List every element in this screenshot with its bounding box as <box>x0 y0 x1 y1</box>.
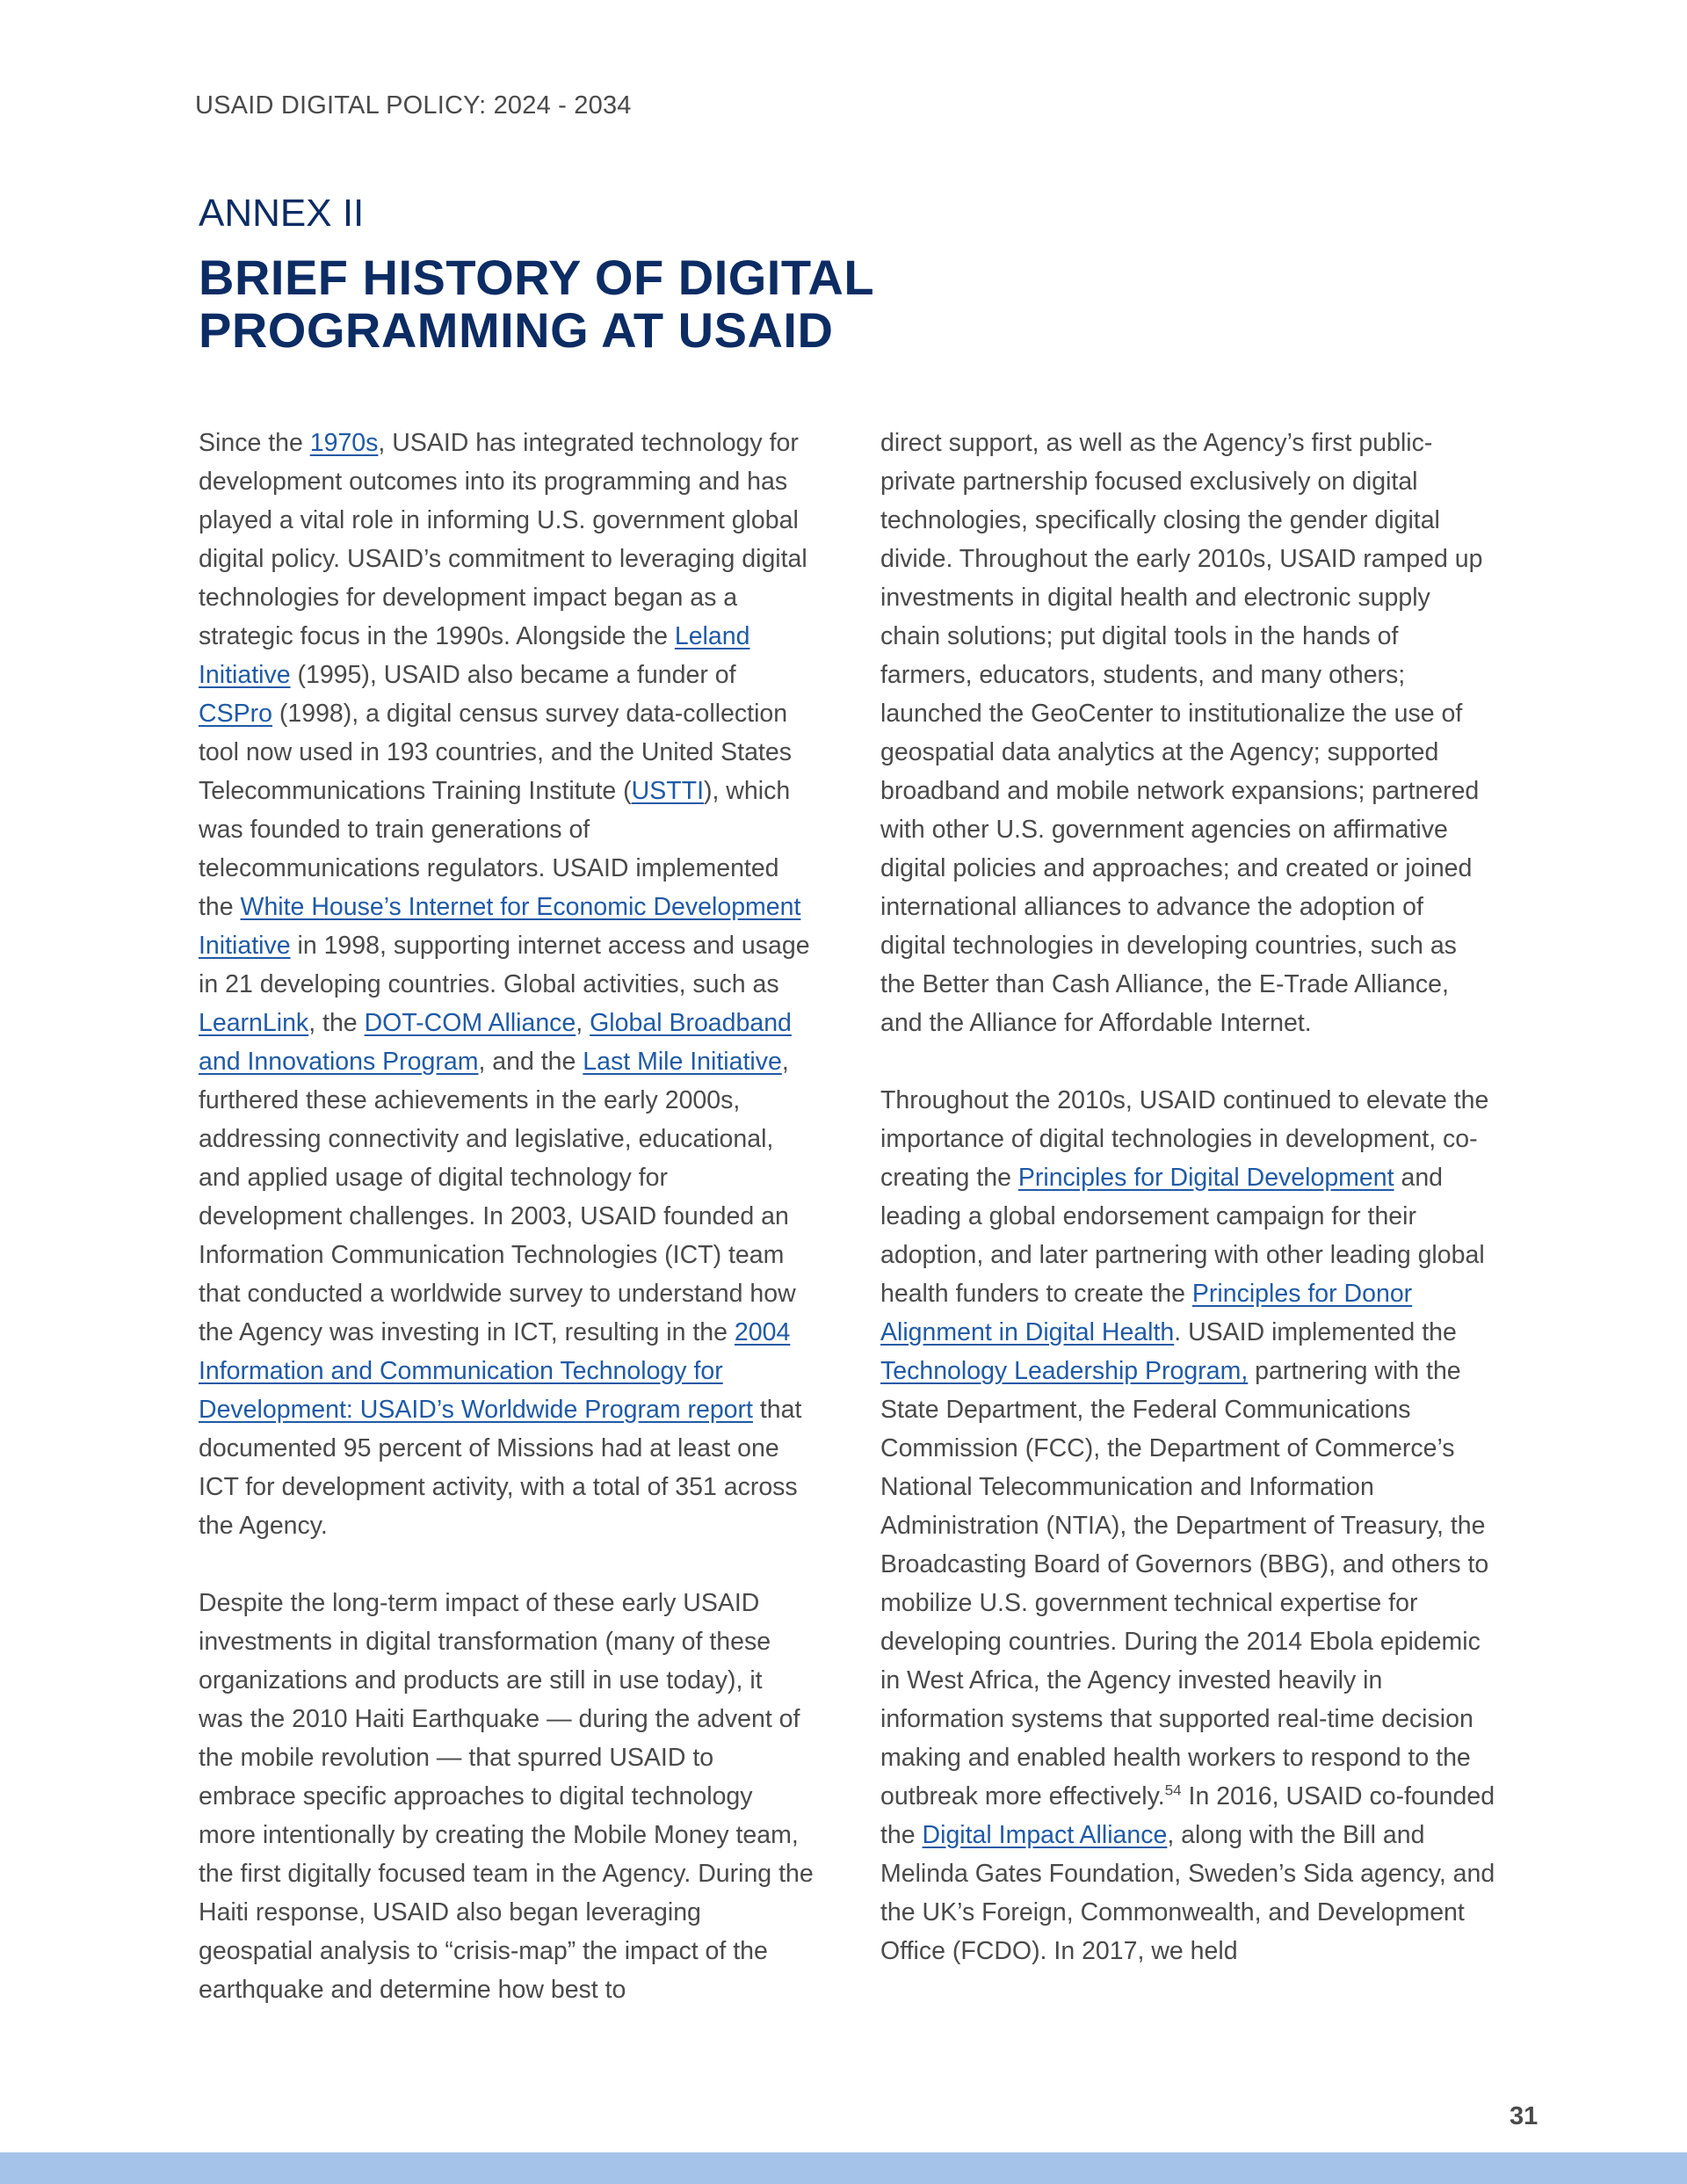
link-learnlink[interactable]: LearnLink <box>199 1009 309 1037</box>
annex-label: ANNEX II <box>199 192 365 235</box>
text-span: Since the <box>199 429 310 457</box>
link-last-mile-initiative[interactable]: Last Mile Initiative <box>583 1048 782 1076</box>
link-ustti[interactable]: USTTI <box>631 777 704 805</box>
text-span: , the <box>308 1009 365 1037</box>
text-span: , <box>576 1009 590 1037</box>
paragraph-early-2010s: direct support, as well as the Agency’s first public-private partnership focused exclusively on digital technologies, specifically closing the gender digital divide. Throughout the early 2010s, USAID ramped up investments in digital health and electronic supply chain solutions; put digital tools in the hands of farmers, educators, students, and many others; launched the GeoCenter to institutionalize the use of geospatial data analytics at the Agency; supported broadband and mobile network expansions; partnered with other U.S. government agencies on affirmative digital policies and approaches; and created or joined international alliances to advance the adoption of digital technologies in developing countries, such as the Better than Cash Alliance, the E-Trade Alliance, and the Alliance for Affordable Internet. <box>880 429 1483 1037</box>
link-technology-leadership-program[interactable]: Technology Leadership Program, <box>880 1357 1249 1385</box>
left-column <box>199 424 814 2048</box>
link-digital-impact-alliance[interactable]: Digital Impact Alliance <box>922 1821 1168 1849</box>
paragraph-1970s-history <box>199 424 814 1545</box>
text-span: In 2016, USAID co-founded the <box>880 1782 1495 1849</box>
link-2004-ict-report[interactable]: 2004 Information and Communication Technology for Development: USAID’s Worldwide Program report <box>199 1318 791 1424</box>
text-span: , along with the Bill and Melinda Gates Foundation, Sweden’s Sida agency, and the UK’s Foreign, Commonwealth, and Development Office (FCDO). In 2017, we held <box>880 1821 1495 1965</box>
text-span: that documented 95 percent of Missions had at least one ICT for development activity, with a total of 351 across the Agency. <box>199 1396 802 1540</box>
link-principles-digital-development[interactable]: Principles for Digital Development <box>1017 1164 1394 1192</box>
text-span: Throughout the 2010s, USAID continued to elevate the importance of digital technologies in development, co-creating the <box>880 1086 1489 1192</box>
paragraph-throughout-2010s <box>880 1081 1495 1970</box>
footer-bar <box>0 2152 1687 2184</box>
page-title <box>199 251 1077 357</box>
link-dot-com-alliance[interactable]: DOT-COM Alliance <box>364 1009 576 1037</box>
text-span: (1995), USAID also became a funder of <box>290 661 736 689</box>
link-cspro[interactable]: CSPro <box>199 700 272 728</box>
text-span: , furthered these achievements in the early 2000s, addressing connectivity and legislative, educational, and applied usage of digital technology for development challenges. In 2003, USAID founded an Information Communication Technologies (ICT) team that conducted a worldwide survey to understand how the Agency was investing in ICT, resulting in the <box>199 1048 796 1346</box>
link-1970s[interactable]: 1970s <box>309 429 379 457</box>
text-span: (1998), a digital census survey data-collection tool now used in 193 countries, and the United States Telecommunications Training Institute ( <box>199 700 792 805</box>
page-number: 31 <box>1510 2102 1539 2130</box>
text-span: , USAID has integrated technology for development outcomes into its programming and has played a vital role in informing U.S. government global digital policy. USAID’s commitment to leveraging digital technologies for development impact began as a strategic focus in the 1990s. Alongside the <box>199 429 807 650</box>
link-white-house-internet-initiative[interactable]: White House’s Internet for Economic Development Initiative <box>199 893 801 960</box>
link-principles-donor-alignment[interactable]: Principles for Donor Alignment in Digital Health <box>880 1280 1413 1346</box>
text-span: . USAID implemented the <box>1174 1318 1457 1346</box>
link-global-broadband-program[interactable]: Global Broadband and Innovations Program <box>199 1009 792 1076</box>
text-span: and leading a global endorsement campaign for their adoption, and later partnering with other leading global health funders to create the <box>880 1164 1485 1308</box>
title-line-2: PROGRAMMING AT USAID <box>199 302 834 358</box>
running-header: USAID DIGITAL POLICY: 2024 - 2034 <box>195 91 632 120</box>
title-line-1: BRIEF HISTORY OF DIGITAL <box>199 250 875 305</box>
footnote-marker[interactable]: 54 <box>1164 1781 1182 1799</box>
link-leland-initiative[interactable]: Leland Initiative <box>199 622 750 689</box>
text-span: , and the <box>478 1048 583 1076</box>
text-span: partnering with the State Department, the Federal Communications Commission (FCC), the Department of Commerce’s National Telecommunication and Information Administration (NTIA), the Department of Treasury, the Broadcasting Board of Governors (BBG), and others to mobilize U.S. government technical expertise for developing countries. During the 2014 Ebola epidemic in West Africa, the Agency invested heavily in information systems that supported real-time decision making and enabled health workers to respond to the outbreak more effectively. <box>880 1357 1489 1810</box>
text-span: ), which was founded to train generations of telecommunications regulators. USAID implemented the <box>199 777 791 921</box>
right-column <box>880 424 1495 2009</box>
text-span: in 1998, supporting internet access and usage in 21 developing countries. Global activities, such as <box>199 932 810 998</box>
paragraph-haiti-earthquake: Despite the long-term impact of these early USAID investments in digital transformation (many of these organizations and products are still in use today), it was the 2010 Haiti Earthquake — during the advent of the mobile revolution — that spurred USAID to embrace specific approaches to digital technology more intentionally by creating the Mobile Money team, the first digitally focused team in the Agency. During the Haiti response, USAID also began leveraging geospatial analysis to “crisis-map” the impact of the earthquake and determine how best to <box>199 1589 814 2004</box>
